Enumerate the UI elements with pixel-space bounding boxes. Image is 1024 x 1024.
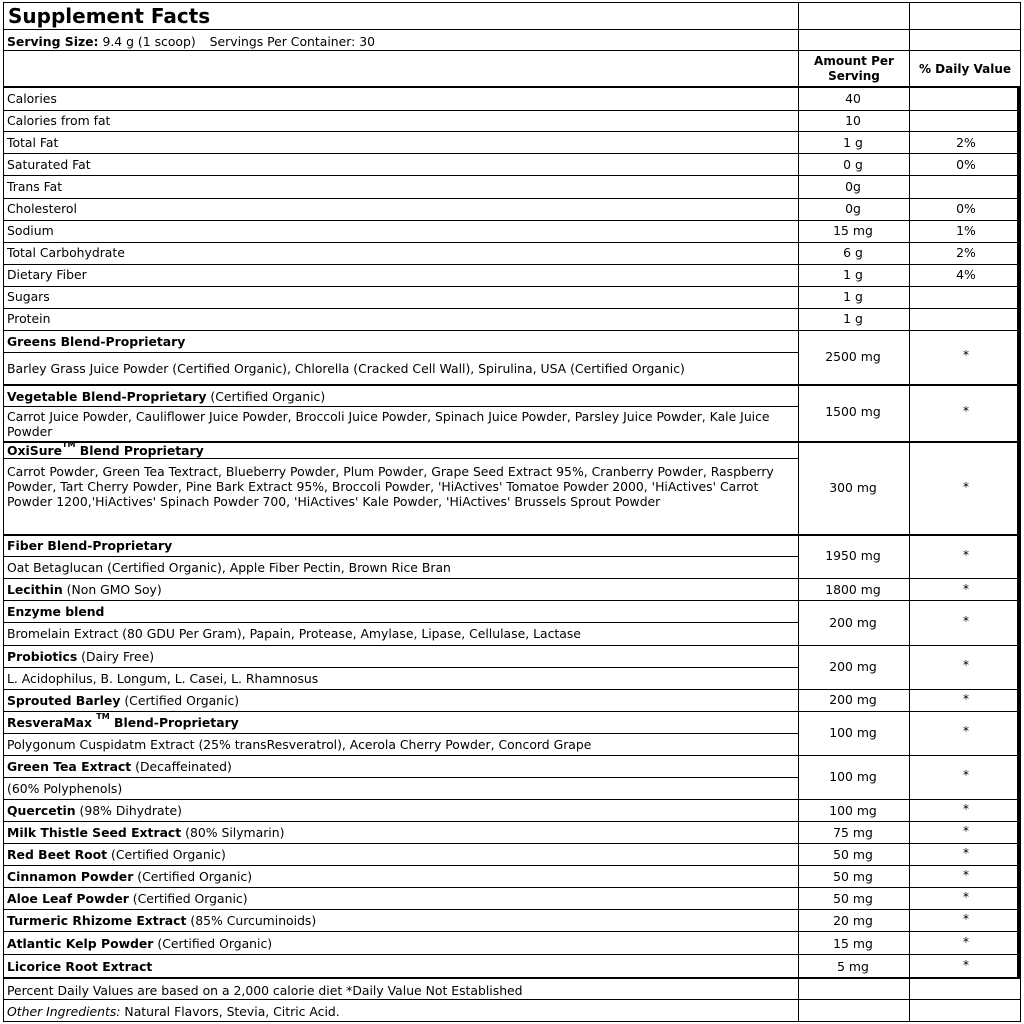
ingredient-dv: * (962, 581, 970, 596)
rule (3, 242, 1021, 243)
ingredient-dv: * (962, 867, 970, 882)
nutrient-name: Calories from fat (7, 113, 111, 128)
blend-name: ResveraMax (7, 715, 97, 730)
ingredient-note: (Certified Organic) (120, 693, 240, 708)
rule (3, 755, 1021, 756)
blend-note: (Dairy Free) (77, 649, 155, 664)
ingredient-row (7, 869, 252, 884)
blend-dv: * (962, 547, 970, 562)
ingredient-amount: 200 mg (829, 692, 877, 707)
blend-amount: 200 mg (829, 615, 877, 630)
rule (3, 264, 1021, 265)
nutrient-amount: 40 (845, 91, 861, 106)
blend-detail: Barley Grass Juice Powder (Certified Organic), Chlorella (Cracked Cell Wall), Spirulina, USA (Certified Organic) (7, 361, 685, 376)
ingredient-amount: 5 mg (837, 959, 869, 974)
amount-header-line2: Serving (828, 69, 880, 83)
nutrient-amount: 1 g (843, 311, 863, 326)
blend-dv: * (962, 347, 970, 362)
ingredient-dv: * (962, 957, 970, 972)
ingredient-note: (Non GMO Soy) (62, 582, 162, 597)
blend-amount: 300 mg (829, 480, 877, 495)
ingredient-note: (Certified Organic) (107, 847, 226, 862)
blend-dv: * (962, 403, 970, 418)
rule (3, 931, 1021, 932)
nutrient-dv: 0% (956, 201, 976, 216)
blend-name: OxiSure (7, 443, 63, 458)
page-title: Supplement Facts (8, 4, 211, 28)
blend-detail: Carrot Powder, Green Tea Textract, Blueberry Powder, Plum Powder, Grape Seed Extract 95%, Cranberry Powder, Raspberry Powder, Tart Cherry Powder, Pine Bark Extract 95%, Broccoli Powder, 'HiActives' Tomatoe Powder 2000, 'HiActives' Carrot Powder 1200,'HiActives' Spinach Powder 700, 'HiActives' Kale Powder, 'HiActives' Brussels Sprout Powder (7, 464, 774, 509)
rule (3, 865, 1021, 866)
blend-dv: * (962, 723, 970, 738)
ingredient-amount: 50 mg (833, 847, 873, 862)
rule (3, 330, 1021, 331)
blend-detail: L. Acidophilus, B. Longum, L. Casei, L. Rhamnosus (7, 671, 319, 686)
nutrient-amount: 15 mg (833, 223, 873, 238)
nutrient-name: Protein (7, 311, 51, 326)
ingredient-note: (Certified Organic) (133, 869, 253, 884)
nutrient-name: Sugars (7, 289, 50, 304)
nutrient-dv: 1% (956, 223, 976, 238)
blend-name: Greens Blend-Proprietary (7, 334, 186, 349)
rule (3, 799, 1021, 800)
rule (3, 954, 1021, 955)
blend-dv: * (962, 613, 970, 628)
rule (3, 1021, 1021, 1022)
ingredient-name: Sprouted Barley (7, 693, 121, 708)
rule (3, 600, 1021, 601)
ingredient-note: (98% Dihydrate) (75, 803, 182, 818)
ingredient-note: (80% Silymarin) (181, 825, 285, 840)
ingredient-dv: * (962, 801, 970, 816)
rule (3, 977, 1021, 979)
nutrient-amount: 0 g (843, 157, 863, 172)
rule (3, 645, 1021, 646)
blend-amount: 2500 mg (825, 349, 881, 364)
ingredient-name: Milk Thistle Seed Extract (7, 825, 182, 840)
ingredient-name: Cinnamon Powder (7, 869, 134, 884)
nutrient-name: Calories (7, 91, 57, 106)
ingredient-name: Quercetin (7, 803, 76, 818)
ingredient-row (7, 891, 248, 906)
blend-name-rest: Blend-Proprietary (109, 715, 239, 730)
ingredient-amount: 50 mg (833, 891, 873, 906)
rule (3, 843, 1021, 844)
blend-dv: * (962, 479, 970, 494)
ingredient-dv: * (962, 845, 970, 860)
ingredient-row (7, 803, 182, 818)
ingredient-note: (85% Curcuminoids) (186, 913, 317, 928)
ingredient-amount: 1800 mg (825, 582, 881, 597)
nutrient-amount: 0g (845, 179, 861, 194)
daily-value-footnote: Percent Daily Values are based on a 2,000 calorie diet *Daily Value Not Established (7, 983, 523, 998)
nutrient-name: Dietary Fiber (7, 267, 87, 282)
blend-detail: Bromelain Extract (80 GDU Per Gram), Papain, Protease, Amylase, Lipase, Cellulase, Lactase (7, 626, 581, 641)
rule (3, 689, 1021, 690)
amount-header (799, 54, 909, 84)
nutrient-name: Cholesterol (7, 201, 77, 216)
nutrient-amount: 1 g (843, 135, 863, 150)
sub-rule (3, 352, 799, 353)
blend-header (7, 389, 325, 404)
servings-per-container-value: 30 (359, 34, 376, 49)
blend-header (7, 711, 239, 730)
other-ingredients (7, 1004, 340, 1019)
nutrient-amount: 10 (845, 113, 861, 128)
sub-rule (3, 556, 799, 557)
ingredient-note: (Certified Organic) (128, 891, 248, 906)
nutrient-amount: 1 g (843, 267, 863, 282)
rule (3, 384, 1021, 386)
blend-amount: 1500 mg (825, 404, 881, 419)
ingredient-name: Aloe Leaf Powder (7, 891, 129, 906)
rule (3, 909, 1021, 910)
blend-note: (Certified Organic) (206, 389, 326, 404)
blend-note: (Decaffeinated) (131, 759, 232, 774)
servings-per-container-label: Servings Per Container: (209, 34, 356, 49)
sub-rule (3, 622, 799, 623)
rule (3, 198, 1021, 199)
amount-header-line1: Amount Per (814, 54, 894, 68)
rule (3, 29, 1021, 30)
serving-size-value: 9.4 g (1 scoop) (102, 34, 196, 49)
rule (3, 286, 1021, 287)
ingredient-name: Atlantic Kelp Powder (7, 936, 154, 951)
ingredient-name: Lecithin (7, 582, 63, 597)
ingredient-row (7, 693, 239, 708)
blend-amount: 100 mg (829, 725, 877, 740)
ingredient-amount: 20 mg (833, 913, 873, 928)
ingredient-amount: 75 mg (833, 825, 873, 840)
ingredient-row (7, 913, 316, 928)
ingredient-dv: * (962, 823, 970, 838)
blend-amount: 100 mg (829, 769, 877, 784)
ingredient-dv: * (962, 934, 970, 949)
sub-rule (3, 733, 799, 734)
nutrient-name: Total Fat (7, 135, 59, 150)
trademark: TM (62, 439, 76, 449)
border-left (3, 2, 4, 1022)
serving-size-label: Serving Size: (7, 34, 99, 49)
blend-name: Vegetable Blend-Proprietary (7, 389, 207, 404)
rule (3, 999, 1021, 1000)
blend-name: Probiotics (7, 649, 78, 664)
ingredient-amount: 50 mg (833, 869, 873, 884)
blend-name: Green Tea Extract (7, 759, 132, 774)
ingredient-row (7, 959, 152, 974)
nutrient-name: Sodium (7, 223, 54, 238)
rule (3, 220, 1021, 221)
sub-rule (3, 458, 799, 459)
other-ingredients-value: Natural Flavors, Stevia, Citric Acid. (120, 1004, 340, 1019)
rule (3, 175, 1021, 176)
blend-header (7, 649, 154, 664)
dv-header: % Daily Value (918, 62, 1011, 76)
blend-name-rest: Blend Proprietary (75, 443, 204, 458)
blend-amount: 200 mg (829, 659, 877, 674)
blend-amount: 1950 mg (825, 548, 881, 563)
ingredient-dv: * (962, 889, 970, 904)
blend-detail: Polygonum Cuspidatm Extract (25% transResveratrol), Acerola Cherry Powder, Concord Grape (7, 737, 592, 752)
blend-name: Enzyme blend (7, 604, 105, 619)
serving-info (7, 34, 375, 49)
blend-detail: Carrot Juice Powder, Cauliflower Juice Powder, Broccoli Juice Powder, Spinach Juice Powder, Parsley Juice Powder, Kale Juice Powder (7, 409, 770, 439)
rule (3, 578, 1021, 579)
ingredient-row (7, 936, 272, 951)
nutrient-dv: 2% (956, 245, 976, 260)
sub-rule (3, 777, 799, 778)
rule (3, 308, 1021, 309)
ingredient-note: (Certified Organic) (153, 936, 273, 951)
ingredient-dv: * (962, 691, 970, 706)
blend-detail: Oat Betaglucan (Certified Organic), Apple Fiber Pectin, Brown Rice Bran (7, 560, 451, 575)
rule (3, 86, 1021, 88)
nutrient-amount: 1 g (843, 289, 863, 304)
ingredient-row (7, 847, 226, 862)
rule (3, 50, 1021, 51)
ingredient-amount: 15 mg (833, 936, 873, 951)
ingredient-name: Turmeric Rhizome Extract (7, 913, 187, 928)
blend-header (7, 759, 232, 774)
ingredient-name: Red Beet Root (7, 847, 108, 862)
rule (3, 153, 1021, 154)
ingredient-dv: * (962, 911, 970, 926)
nutrient-amount: 0g (845, 201, 861, 216)
nutrient-amount: 6 g (843, 245, 863, 260)
rule (3, 711, 1021, 712)
blend-header (7, 439, 204, 458)
sub-rule (3, 406, 799, 407)
rule (3, 2, 1021, 3)
blend-detail: (60% Polyphenols) (7, 781, 123, 796)
blend-dv: * (962, 767, 970, 782)
nutrient-name: Trans Fat (7, 179, 63, 194)
nutrient-dv: 4% (956, 267, 976, 282)
ingredient-name: Licorice Root Extract (7, 959, 153, 974)
rule (3, 887, 1021, 888)
trademark: TM (96, 711, 110, 721)
rule (3, 534, 1021, 536)
sub-rule (3, 667, 799, 668)
blend-name: Fiber Blend-Proprietary (7, 538, 173, 553)
other-ingredients-label: Other Ingredients: (7, 1004, 121, 1019)
ingredient-row (7, 825, 284, 840)
ingredient-row (7, 582, 162, 597)
rule (3, 821, 1021, 822)
blend-dv: * (962, 657, 970, 672)
rule (3, 131, 1021, 132)
nutrient-name: Total Carbohydrate (7, 245, 125, 260)
nutrient-dv: 0% (956, 157, 976, 172)
ingredient-amount: 100 mg (829, 803, 877, 818)
rule (3, 110, 1021, 111)
nutrient-dv: 2% (956, 135, 976, 150)
nutrient-name: Saturated Fat (7, 157, 91, 172)
